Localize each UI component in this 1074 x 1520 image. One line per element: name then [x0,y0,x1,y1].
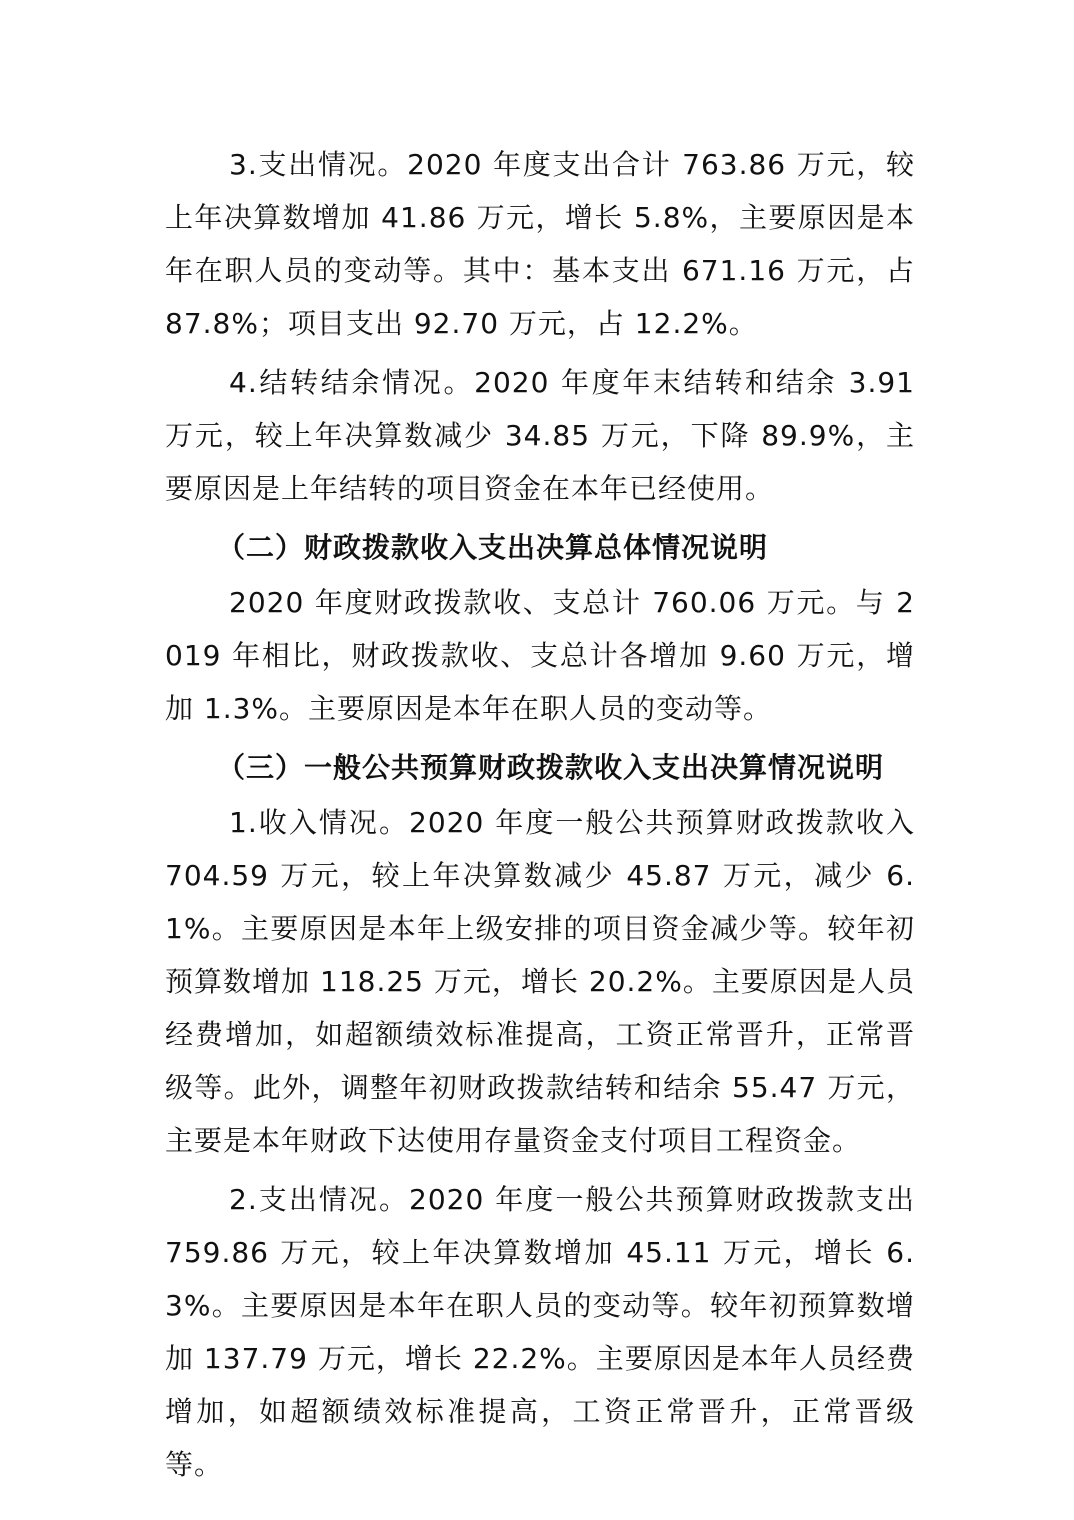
paragraph-carryover-balance: 4.结转结余情况。2020 年度年末结转和结余 3.91 万元，较上年决算数减少 34.85 万元，下降 89.9%，主要原因是上年结转的项目资金在本年已经使用。 [165,366,915,505]
paragraph-fiscal-overall: 2020 年度财政拨款收、支总计 760.06 万元。与 2019 年相比，财政拨款收、支总计各增加 9.60 万元，增加 1.3%。主要原因是本年在职人员的变动等。 [165,586,915,725]
paragraph-general-budget-income: 1.收入情况。2020 年度一般公共预算财政拨款收入 704.59 万元，较上年决算数减少 45.87 万元，减少 6.1%。主要原因是本年上级安排的项目资金减少等。较年初预算数增加 118.25 万元，增长 20.2%。主要原因是人员经费增加，如超额绩效标准提高，工资正常晋升，正常晋级等。此外，调整年初财政拨款结转和结余 55.47 万元，主要是本年财政下达使用存量资金支付项目工程资金。 [165,806,915,1157]
document-body [165,138,915,1497]
paragraph-expenditure: 3.支出情况。2020 年度支出合计 763.86 万元，较上年决算数增加 41.86 万元，增长 5.8%，主要原因是本年在职人员的变动等。其中：基本支出 671.16 万元，占 87.8%；项目支出 92.70 万元，占 12.2%。 [165,148,915,340]
paragraph-general-budget-expenditure: 2.支出情况。2020 年度一般公共预算财政拨款支出 759.86 万元，较上年决算数增加 45.11 万元，增长 6.3%。主要原因是本年在职人员的变动等。较年初预算数增加 137.79 万元，增长 22.2%。主要原因是本年人员经费增加，如超额绩效标准提高，工资正常晋升，正常晋级等。 [165,1183,915,1481]
section-heading-general-budget: （三）一般公共预算财政拨款收入支出决算情况说明 [217,751,885,784]
section-heading-fiscal-overall: （二）财政拨款收入支出决算总体情况说明 [217,531,769,564]
